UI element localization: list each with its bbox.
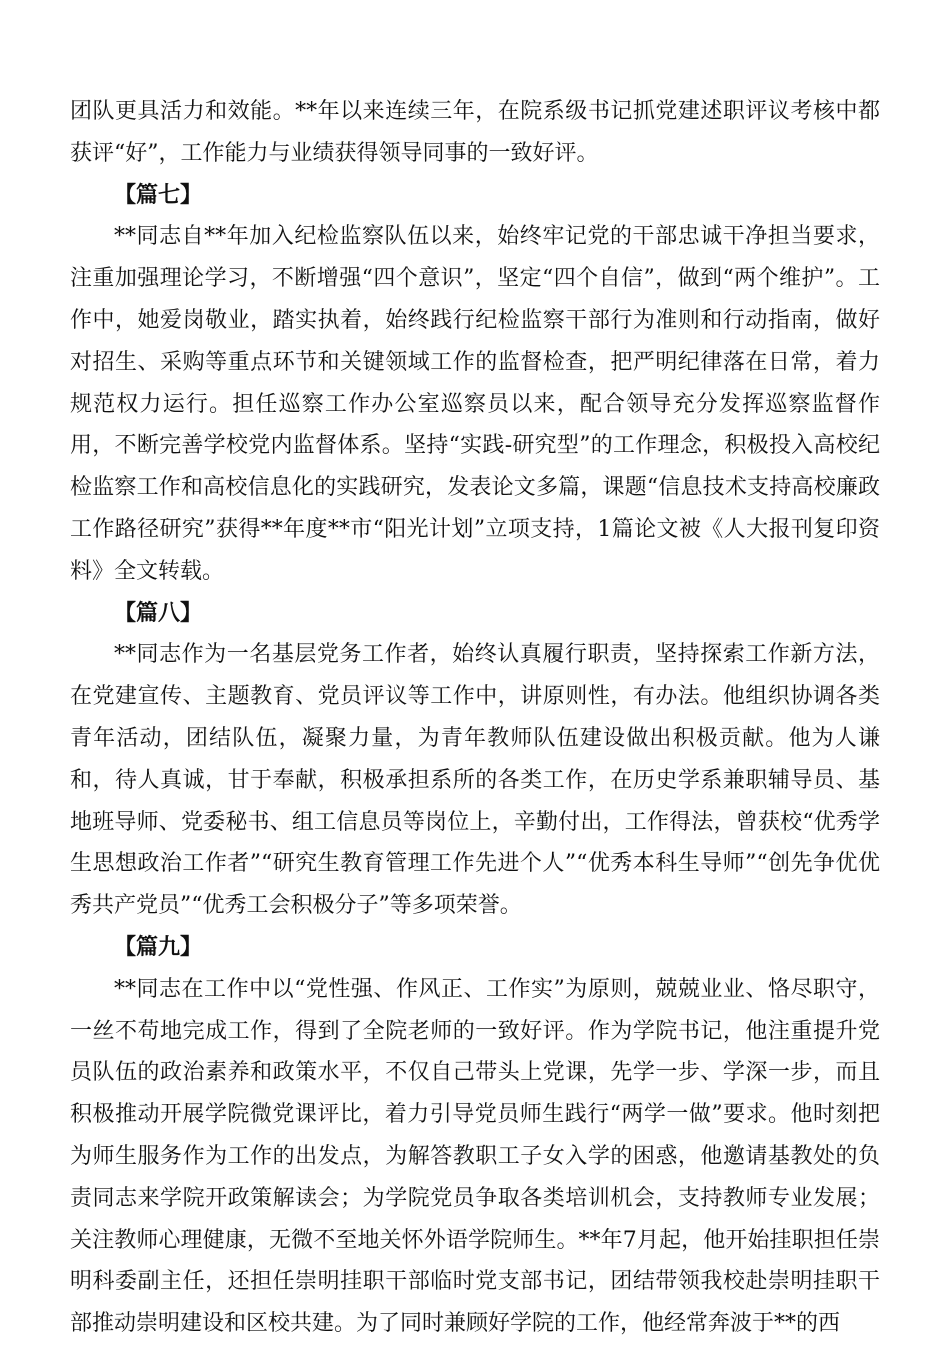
paragraph-continued: 团队更具活力和效能。**年以来连续三年，在院系级书记抓党建述职评议考核中都获评“好”，工作能力与业绩获得领导同事的一致好评。: [70, 99, 880, 166]
paragraph-section-7: **同志自**年加入纪检监察队伍以来，始终牢记党的干部忠诚干净担当要求，注重加强理论学习，不断增强“四个意识”，坚定“四个自信”，做到“两个维护”。工作中，她爱岗敬业，踏实执着，始终践行纪检监察干部行为准则和行动指南，做好对招生、采购等重点环节和关键领域工作的监督检查，把严明纪律落在日常，着力规范权力运行。担任巡察工作办公室巡察员以来，配合领导充分发挥巡察监督作用，不断完善学校党内监督体系。坚持“实践-研究型”的工作理念，积极投入高校纪检监察工作和高校信息化的实践研究，发表论文多篇，课题“信息技术支持高校廉政工作路径研究”获得**年度**市“阳光计划”立项支持，1篇论文被《人大报刊复印资料》全文转载。: [70, 224, 880, 584]
paragraph-section-8: **同志作为一名基层党务工作者，始终认真履行职责，坚持探索工作新方法，在党建宣传、主题教育、党员评议等工作中，讲原则性，有办法。他组织协调各类青年活动，团结队伍，凝聚力量，为青年教师队伍建设做出积极贡献。他为人谦和，待人真诚，甘于奉献，积极承担系所的各类工作，在历史学系兼职辅导员、基地班导师、党委秘书、组工信息员等岗位上，辛勤付出，工作得法，曾获校“优秀学生思想政治工作者”“研究生教育管理工作先进个人”“优秀本科生导师”“创先争优优秀共产党员”“优秀工会积极分子”等多项荣誉。: [70, 642, 880, 919]
section-heading-7: 【篇七】: [114, 181, 203, 208]
document-page: [70, 91, 880, 1345]
paragraph-section-9: **同志在工作中以“党性强、作风正、工作实”为原则，兢兢业业、恪尽职守，一丝不苟地完成工作，得到了全院老师的一致好评。作为学院书记，他注重提升党员队伍的政治素养和政策水平，不仅自己带头上党课，先学一步、学深一步，而且积极推动开展学院微党课评比，着力引导党员师生践行“两学一做”要求。他时刻把为师生服务作为工作的出发点，为解答教职工子女入学的困惑，他邀请基教处的负责同志来学院开政策解读会；为学院党员争取各类培训机会，支持教师专业发展；关注教师心理健康，无微不至地关怀外语学院师生。**年7月起，他开始挂职担任崇明科委副主任，还担任崇明挂职干部临时党支部书记，团结带领我校赴崇明挂职干部推动崇明建设和区校共建。为了同时兼顾好学院的工作，他经常奔波于**的西: [70, 976, 880, 1337]
section-heading-8: 【篇八】: [114, 599, 203, 626]
section-heading-9: 【篇九】: [114, 933, 203, 960]
